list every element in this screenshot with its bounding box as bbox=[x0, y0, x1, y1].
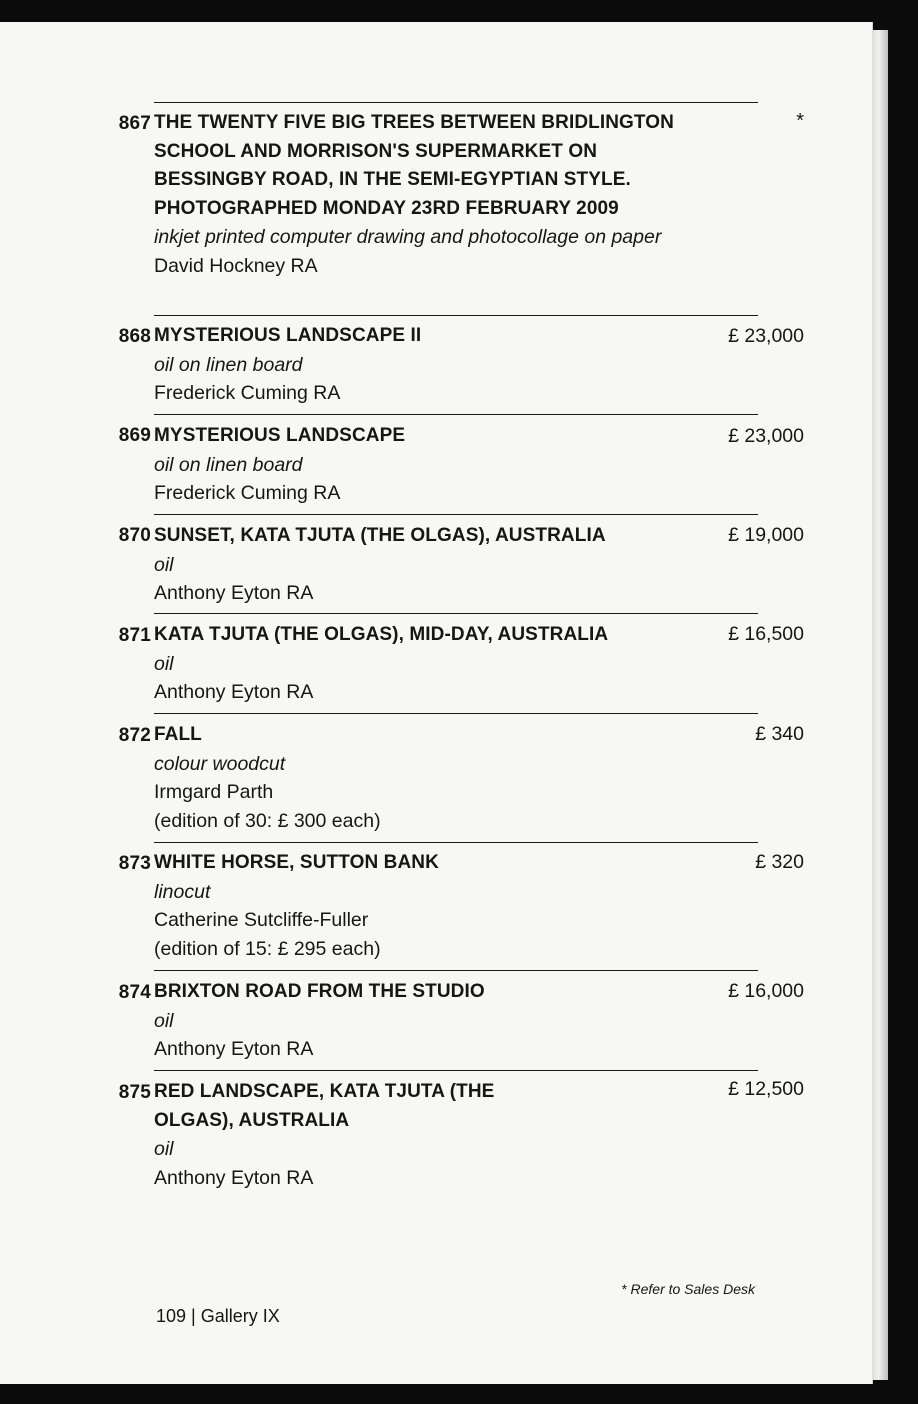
entry-title: KATA TJUTA (THE OLGAS), MID-DAY, AUSTRALIA bbox=[154, 624, 609, 645]
entry-title: SUNSET, KATA TJUTA (THE OLGAS), AUSTRALIA bbox=[154, 525, 606, 546]
entry-rule bbox=[154, 713, 758, 714]
entry-rule bbox=[154, 102, 758, 103]
page-folio: 109 | Gallery IX bbox=[156, 1306, 280, 1326]
sales-desk-footnote: * Refer to Sales Desk bbox=[621, 1281, 755, 1297]
entry-rule bbox=[154, 315, 758, 316]
entry-rule bbox=[154, 613, 758, 614]
entry-title: WHITE HORSE, SUTTON BANK bbox=[154, 852, 439, 873]
entry-artist: Anthony Eyton RA bbox=[154, 1166, 314, 1189]
entry-price: * bbox=[796, 110, 804, 132]
entry-body bbox=[154, 522, 674, 608]
entry-price: £ 23,000 bbox=[728, 425, 804, 447]
entry-body bbox=[154, 322, 674, 408]
page-edge bbox=[872, 30, 888, 1380]
entry-medium: oil on linen board bbox=[154, 353, 303, 376]
entry-medium: colour woodcut bbox=[154, 752, 286, 775]
entry-artist: Catherine Sutcliffe-Fuller bbox=[154, 909, 369, 931]
entry-number: 867 bbox=[118, 113, 151, 134]
entry-artist: Irmgard Parth bbox=[154, 781, 274, 803]
entry-title: MYSTERIOUS LANDSCAPE bbox=[154, 425, 406, 446]
entry-medium: inkjet printed computer drawing and photocollage on paper bbox=[154, 226, 662, 248]
entry-artist: Frederick Cuming RA bbox=[154, 382, 341, 404]
entry-number: 869 bbox=[118, 425, 151, 446]
entry-number: 871 bbox=[118, 625, 151, 646]
entry-body bbox=[154, 1078, 574, 1192]
entry-title: MYSTERIOUS LANDSCAPE II bbox=[154, 325, 422, 346]
entry-rule bbox=[154, 970, 758, 971]
entry-artist: Anthony Eyton RA bbox=[154, 1038, 314, 1060]
entry-price: £ 16,500 bbox=[728, 623, 804, 645]
entry-rule bbox=[154, 514, 758, 515]
entry-medium: oil on linen board bbox=[154, 453, 303, 476]
entry-artist: Anthony Eyton RA bbox=[154, 681, 314, 703]
entry-price: £ 340 bbox=[755, 723, 804, 745]
entry-title: THE TWENTY FIVE BIG TREES BETWEEN BRIDLINGTON SCHOOL AND MORRISON'S SUPERMARKET ON BESSINGBY ROAD, IN THE SEMI-EGYPTIAN STYLE. PHOTOGRAPHED MONDAY 23RD FEBRUARY 2009 bbox=[154, 112, 674, 219]
entry-number: 875 bbox=[118, 1082, 151, 1103]
entry-medium: oil bbox=[154, 652, 174, 675]
entry-artist: Anthony Eyton RA bbox=[154, 582, 314, 604]
entry-price: £ 320 bbox=[755, 851, 804, 873]
entry-rule bbox=[154, 414, 758, 415]
entry-title: FALL bbox=[154, 724, 202, 745]
entry-number: 872 bbox=[118, 725, 151, 746]
entry-body bbox=[154, 621, 674, 707]
entry-artist: David Hockney RA bbox=[154, 254, 318, 277]
entry-number: 873 bbox=[118, 853, 151, 874]
entry-title: RED LANDSCAPE, KATA TJUTA (THE OLGAS), AUSTRALIA bbox=[154, 1081, 495, 1131]
entry-medium: oil bbox=[154, 1009, 174, 1032]
entry-rule bbox=[154, 842, 758, 843]
entry-artist: Frederick Cuming RA bbox=[154, 482, 341, 504]
entry-body bbox=[154, 849, 674, 963]
entry-medium: linocut bbox=[154, 880, 211, 903]
entry-price: £ 23,000 bbox=[728, 325, 804, 347]
entry-body bbox=[154, 422, 674, 508]
entry-number: 868 bbox=[118, 326, 151, 347]
entry-medium: oil bbox=[154, 1138, 174, 1160]
entry-title: BRIXTON ROAD FROM THE STUDIO bbox=[154, 981, 485, 1002]
entry-price: £ 16,000 bbox=[728, 980, 804, 1002]
entry-body bbox=[154, 109, 714, 280]
entry-medium: oil bbox=[154, 553, 174, 576]
entry-body bbox=[154, 721, 674, 835]
entry-rule bbox=[154, 1070, 758, 1071]
entry-edition: (edition of 30: £ 300 each) bbox=[154, 809, 381, 832]
entry-price: £ 12,500 bbox=[728, 1078, 804, 1100]
entry-edition: (edition of 15: £ 295 each) bbox=[154, 937, 381, 960]
entry-price: £ 19,000 bbox=[728, 524, 804, 546]
entry-number: 870 bbox=[118, 525, 151, 546]
entry-number: 874 bbox=[118, 982, 151, 1003]
entry-body bbox=[154, 978, 674, 1064]
